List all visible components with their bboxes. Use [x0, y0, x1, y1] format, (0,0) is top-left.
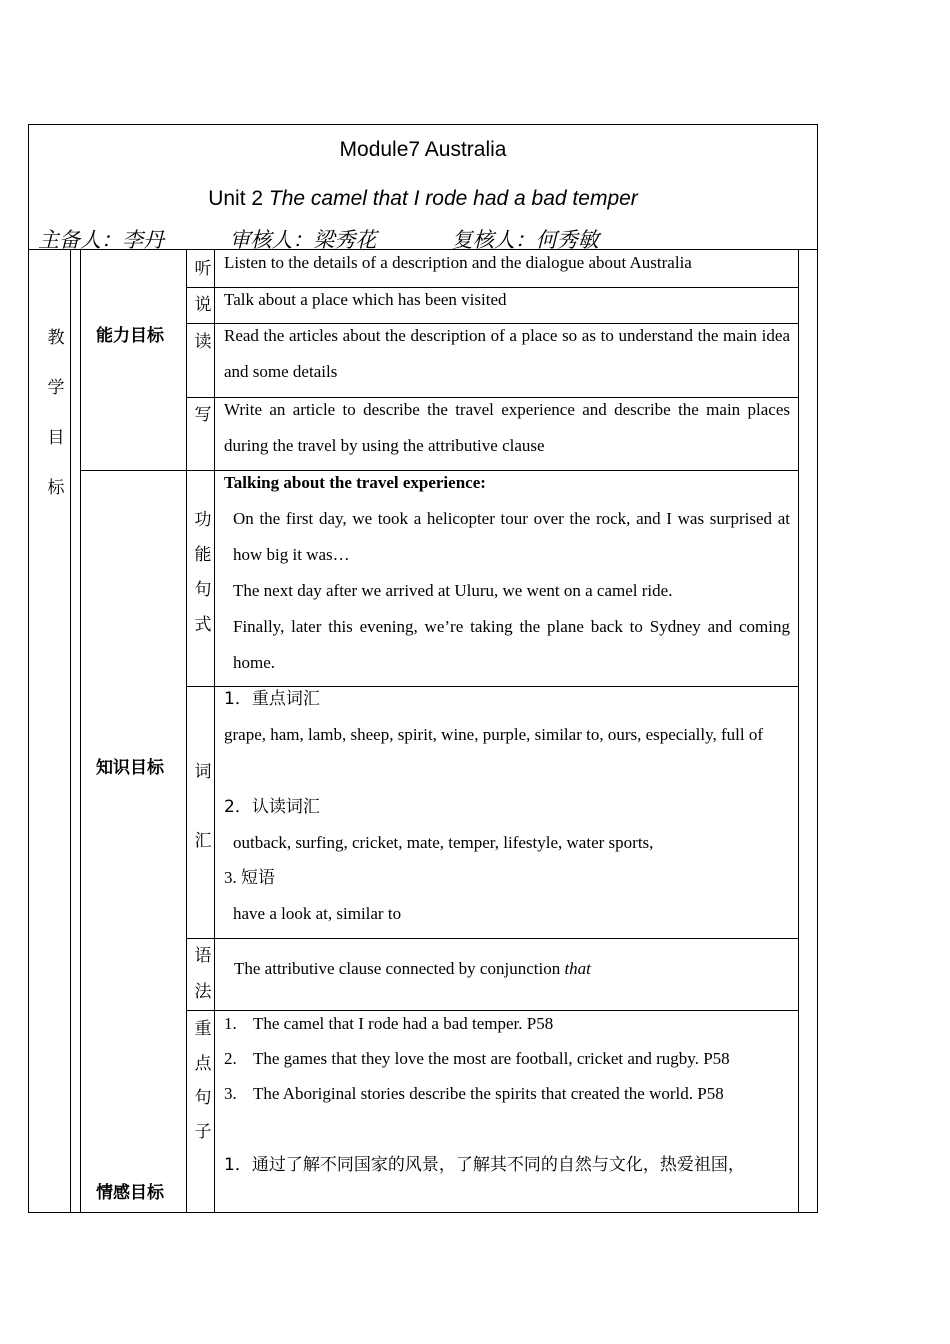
sentence-label-char: 句: [194, 1088, 212, 1108]
grammar-label-char: 法: [194, 982, 212, 1002]
table-divider: [798, 249, 799, 1213]
emotion-goal-label: 情感目标: [96, 1183, 164, 1203]
unit-title-italic: The camel that I rode had a bad temper: [268, 187, 638, 210]
key-sentence: [224, 1076, 794, 1112]
vocab-key-heading: 1．重点词汇: [224, 689, 320, 709]
skill-label-read: 读: [194, 332, 212, 352]
vocab-phrase-heading: 3. 短语: [224, 868, 275, 887]
sentence-number: 2.: [224, 1049, 237, 1068]
table-divider: [70, 249, 71, 1213]
skill-text-write: Write an article to describe the travel experience and describe the main places during the travel by using the attributive clause: [224, 400, 790, 455]
function-line: The next day after we arrived at Uluru, we went on a camel ride.: [233, 581, 673, 600]
key-sentence: [224, 1041, 794, 1077]
grammar-text-main: The attributive clause connected by conjunction: [234, 959, 565, 978]
function-line: On the first day, we took a helicopter tour over the rock, and I was surprised at how big it was…: [233, 509, 790, 564]
function-label-char: 句: [194, 580, 212, 600]
skill-label-speak: 说: [194, 295, 212, 315]
table-divider: [214, 249, 215, 1213]
sentence-label-char: 子: [194, 1122, 212, 1142]
knowledge-goal-label: 知识目标: [96, 758, 164, 778]
left-label-char: 学: [47, 378, 65, 398]
function-heading: Talking about the travel experience:: [224, 473, 486, 492]
emotion-goal-text: 1．通过了解不同国家的风景，了解其不同的自然与文化，热爱祖国，: [224, 1155, 745, 1175]
left-label-char: 目: [47, 428, 65, 448]
left-label-char: 标: [47, 478, 65, 498]
vocab-read-words: outback, surfing, cricket, mate, temper, lifestyle, water sports,: [233, 833, 654, 852]
table-divider: [80, 1212, 799, 1213]
table-divider: [186, 249, 187, 1213]
sentence-text: The camel that I rode had a bad temper. P58: [253, 1014, 554, 1033]
vocab-label-char: 汇: [194, 831, 212, 851]
unit-prefix: Unit 2: [208, 187, 269, 210]
preparer: 主备人：李丹: [38, 228, 164, 252]
row-divider: [186, 938, 799, 939]
sentence-label-char: 点: [194, 1054, 212, 1074]
function-label-char: 能: [194, 545, 212, 565]
vocab-read-heading: 2．认读词汇: [224, 797, 320, 817]
sentence-number: 1.: [224, 1014, 237, 1033]
skill-text-listen: Listen to the details of a description and the dialogue about Australia: [224, 253, 692, 272]
sentence-text: The Aboriginal stories describe the spirits that created the world. P58: [253, 1084, 724, 1103]
skill-text-speak: Talk about a place which has been visited: [224, 290, 507, 309]
grammar-label-char: 语: [194, 946, 212, 966]
ability-goal-label: 能力目标: [96, 326, 164, 346]
module-title: Module7 Australia: [339, 138, 507, 161]
function-label-char: 式: [194, 615, 212, 635]
function-line: Finally, later this evening, we’re taking the plane back to Sydney and coming home.: [233, 617, 790, 672]
vocab-phrases: have a look at, similar to: [233, 904, 402, 923]
unit-title: [28, 187, 818, 211]
reviewer: 审核人：梁秀花: [229, 228, 377, 252]
sentence-text: The games that they love the most are football, cricket and rugby. P58: [253, 1049, 730, 1068]
skill-label-write: 写: [194, 405, 212, 425]
skill-text-read: Read the articles about the description of a place so as to understand the main idea and some details: [224, 326, 790, 381]
vocab-key-words: grape, ham, lamb, sheep, spirit, wine, purple, similar to, ours, especially, full of: [224, 725, 763, 744]
grammar-text: [234, 951, 790, 987]
sentence-label-char: 重: [194, 1019, 212, 1039]
table-divider: [80, 249, 81, 1213]
rechecker: 复核人：何秀敏: [451, 228, 599, 252]
skill-label-listen: 听: [194, 259, 212, 279]
left-label-char: 教: [47, 328, 65, 348]
grammar-text-italic: that: [564, 959, 591, 978]
function-label-char: 功: [194, 510, 212, 530]
key-sentence: [224, 1006, 794, 1042]
vocab-label-char: 词: [194, 762, 212, 782]
sentence-number: 3.: [224, 1084, 237, 1103]
